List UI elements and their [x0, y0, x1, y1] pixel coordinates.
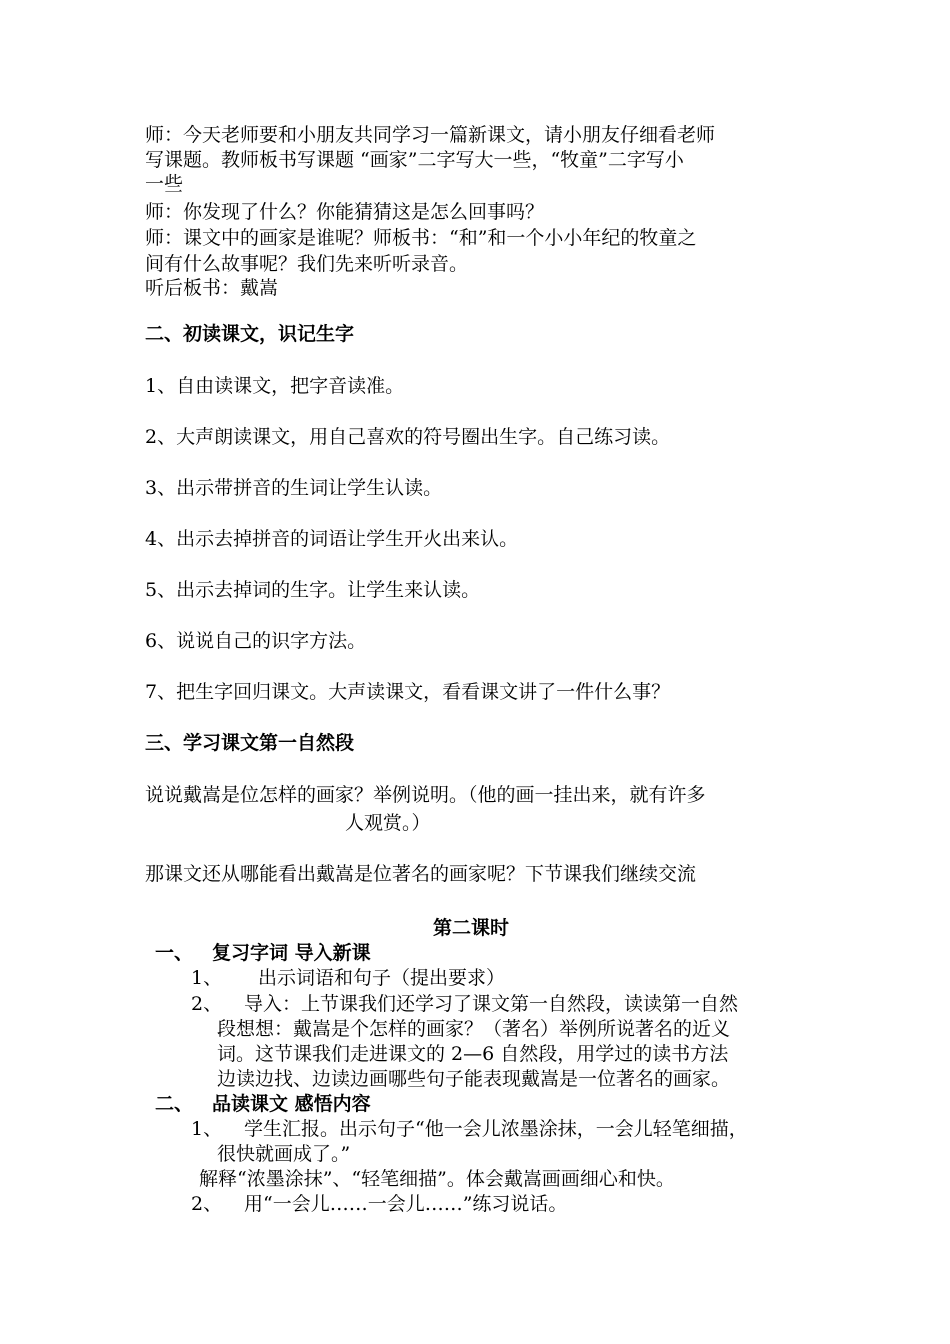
- list-item: 7、把生字回归课文。大声读课文，看看课文讲了一件什么事？: [145, 681, 671, 703]
- list-item: 5、出示去掉词的生字。让学生来认读。: [145, 579, 481, 601]
- part-1-heading: 复习字词 导入新课: [212, 942, 371, 964]
- part-2-explain: 解释“浓墨涂抹”、“轻笔细描”。体会戴嵩画画细心和快。: [199, 1168, 675, 1190]
- intro-line-6: 间有什么故事呢？我们先来听听录音。: [145, 253, 469, 275]
- intro-line-4: 师：你发现了什么？你能猜猜这是怎么回事吗？: [145, 201, 545, 223]
- part-2-item-1-line-1: 学生汇报。出示句子“他一会儿浓墨涂抹，一会儿轻笔细描，: [244, 1118, 748, 1140]
- list-item: 4、出示去掉拼音的词语让学生开火出来认。: [145, 528, 519, 550]
- part-2-item-1-line-2: 很快就画成了。”: [217, 1143, 351, 1165]
- part-1-item-2-line-4: 边读边找、边读边画哪些句子能表现戴嵩是一位著名的画家。: [217, 1068, 731, 1090]
- closing-line: 那课文还从哪能看出戴嵩是位著名的画家呢？下节课我们继续交流: [145, 863, 697, 885]
- part-2-item-2-number: 2、: [191, 1193, 223, 1215]
- part-1-item-2-line-3: 词。这节课我们走进课文的 2—6 自然段，用学过的读书方法: [217, 1043, 729, 1065]
- intro-line-3: 一些: [145, 173, 184, 195]
- list-item: 6、说说自己的识字方法。: [145, 630, 367, 652]
- part-1-item-2-number: 2、: [191, 993, 223, 1015]
- part-1-item-1-text: 出示词语和句子（提出要求）: [258, 967, 506, 989]
- part-2-number: 二、: [155, 1093, 194, 1115]
- intro-line-1: 师：今天老师要和小朋友共同学习一篇新课文，请小朋友仔细看老师: [145, 124, 716, 146]
- part-1-number: 一、: [155, 942, 194, 964]
- list-item: 1、自由读课文，把字音读准。: [145, 375, 405, 397]
- intro-line-5: 师：课文中的画家是谁呢？师板书：“和”和一个小小年纪的牧童之: [145, 227, 697, 249]
- section-3-heading: 三、学习课文第一自然段: [145, 732, 355, 754]
- list-item: 3、出示带拼音的生词让学生认读。: [145, 477, 443, 499]
- part-2-heading: 品读课文 感悟内容: [212, 1093, 371, 1115]
- section-2-heading: 二、初读课文，识记生字: [145, 323, 355, 345]
- question-line-1: 说说戴嵩是位怎样的画家？举例说明。（他的画一挂出来，就有许多: [145, 784, 706, 806]
- part-1-item-2-line-2: 段想想：戴嵩是个怎样的画家？（著名）举例所说著名的近义: [217, 1018, 731, 1040]
- part-2-item-2-text: 用“一会儿……一会儿……”练习说话。: [244, 1193, 568, 1215]
- intro-line-2: 写课题。教师板书写课题 “画家”二字写大一些，“牧童”二字写小: [145, 149, 684, 171]
- list-item: 2、大声朗读课文，用自己喜欢的符号圈出生字。自己练习读。: [145, 426, 671, 448]
- part-2-item-1-number: 1、: [191, 1118, 223, 1140]
- lesson-2-title: 第二课时: [433, 917, 510, 939]
- question-line-2: 人观赏。）: [345, 812, 431, 834]
- part-1-item-1-number: 1、: [191, 967, 223, 989]
- intro-line-7: 听后板书：戴嵩: [145, 277, 279, 299]
- part-1-item-2-line-1: 导入：上节课我们还学习了课文第一自然段，读读第一自然: [244, 993, 739, 1015]
